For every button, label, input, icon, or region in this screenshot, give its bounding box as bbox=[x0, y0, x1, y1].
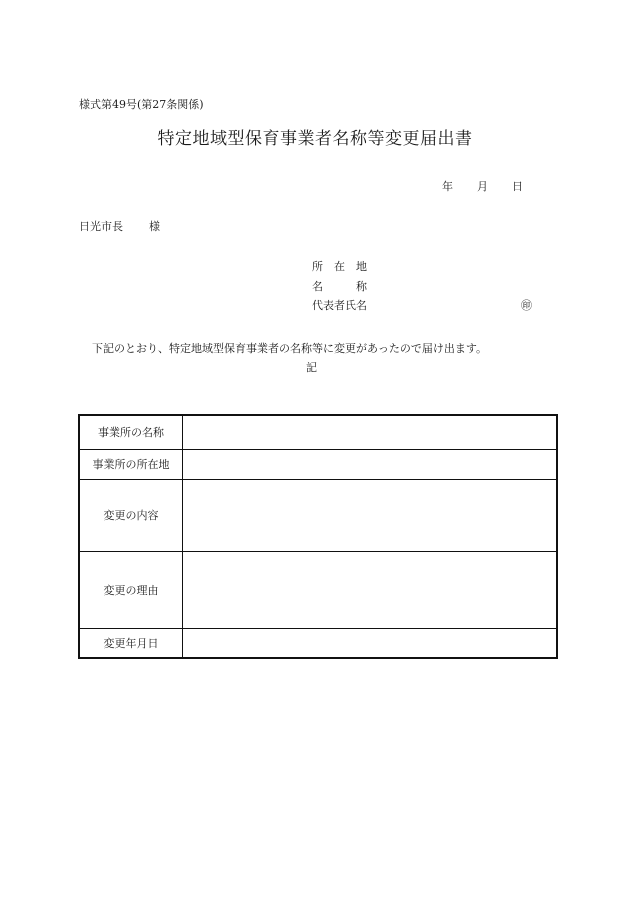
sender-address-label: 所 在 地 bbox=[312, 260, 367, 273]
change-content-field[interactable] bbox=[183, 479, 558, 551]
body-text: 下記のとおり、特定地域型保育事業者の名称等に変更があったので届け出ます。 bbox=[92, 342, 488, 355]
row-label: 変更の内容 bbox=[79, 479, 183, 551]
date-month-label: 月 bbox=[477, 180, 488, 193]
row-label: 変更の理由 bbox=[79, 551, 183, 628]
table-row bbox=[79, 449, 557, 479]
facility-address-field[interactable] bbox=[183, 449, 558, 479]
change-reason-field[interactable] bbox=[183, 551, 558, 628]
addressee-honorific: 様 bbox=[149, 220, 160, 233]
table-row bbox=[79, 415, 557, 449]
addressee-name: 日光市長 bbox=[79, 220, 123, 233]
seal-mark: ㊞ bbox=[521, 299, 532, 312]
date-year-label: 年 bbox=[442, 180, 453, 193]
sender-name-label: 名 称 bbox=[312, 280, 367, 293]
table-row bbox=[79, 628, 557, 658]
row-label: 変更年月日 bbox=[79, 628, 183, 658]
change-details-table bbox=[78, 414, 558, 659]
date-day-label: 日 bbox=[512, 180, 523, 193]
ki-heading: 記 bbox=[306, 361, 317, 374]
form-number: 様式第49号(第27条関係) bbox=[79, 98, 204, 111]
change-date-field[interactable] bbox=[183, 628, 558, 658]
sender-representative-label: 代表者氏名 bbox=[312, 299, 367, 312]
table-row bbox=[79, 551, 557, 628]
row-label: 事業所の名称 bbox=[79, 415, 183, 449]
row-label: 事業所の所在地 bbox=[79, 449, 183, 479]
document-title: 特定地域型保育事業者名称等変更届出書 bbox=[157, 129, 473, 149]
facility-name-field[interactable] bbox=[183, 415, 558, 449]
table-row bbox=[79, 479, 557, 551]
